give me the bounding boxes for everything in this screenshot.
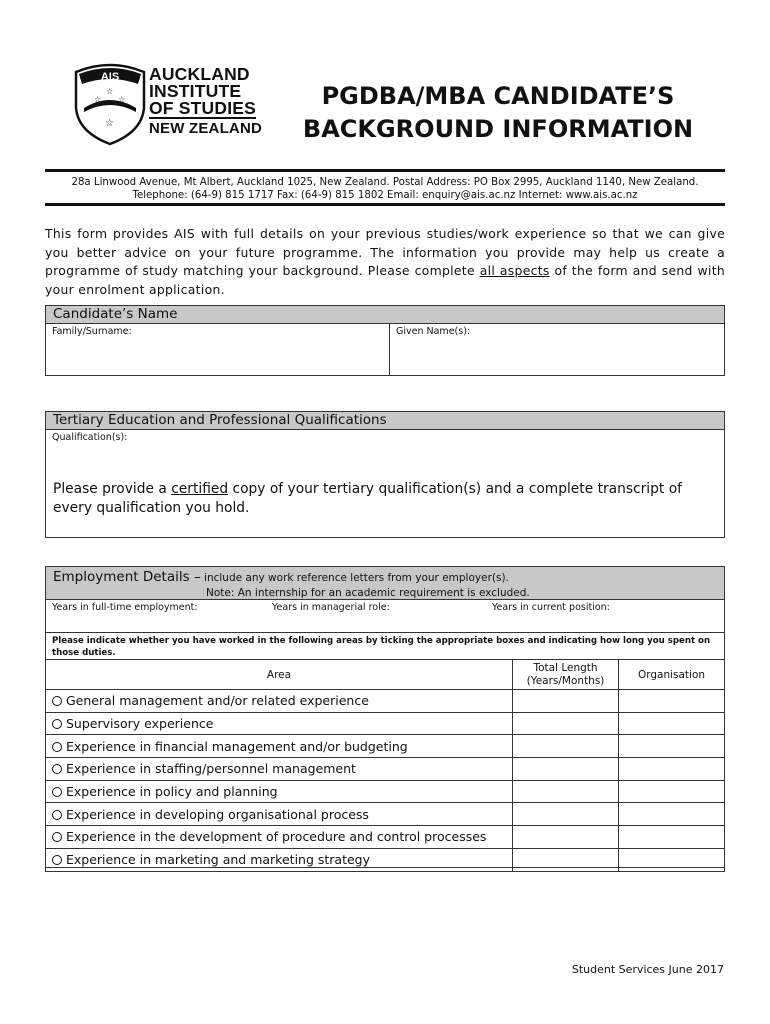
intro-text-1: This form provides AIS with full details on your previous studies/work experience so that we can give you better advice on your future programme. The information you provide may help us create a programme of study matching your background. Please complete xyxy=(45,226,725,278)
intro-paragraph xyxy=(45,225,725,299)
address-line-1: 28a Linwood Avenue, Mt Albert, Auckland 1025, New Zealand. Postal Address: PO Box 2995, Auckland 1140, New Zealand. xyxy=(71,177,699,188)
length-cell[interactable] xyxy=(513,690,619,713)
col-length-line-1: Total Length xyxy=(533,661,598,674)
certified-note-underlined: certified xyxy=(171,481,229,497)
certified-note-text-2: copy of your tertiary qualification(s) and a complete transcript of every qualification you hold. xyxy=(53,481,682,516)
length-cell[interactable] xyxy=(513,803,619,826)
employment-details-section xyxy=(45,566,725,868)
radio-icon[interactable] xyxy=(52,787,62,797)
radio-icon[interactable] xyxy=(52,832,62,842)
current-position-years-field[interactable] xyxy=(486,600,724,632)
page-title xyxy=(298,80,698,146)
length-cell[interactable] xyxy=(513,712,619,735)
area-cell[interactable] xyxy=(46,758,513,781)
length-cell[interactable] xyxy=(513,735,619,758)
area-row xyxy=(46,826,725,849)
certified-copy-note xyxy=(46,480,724,518)
intro-text-2: of the form and send with your enrolment application. xyxy=(45,263,726,297)
qualifications-label: Qualification(s): xyxy=(52,432,128,443)
radio-icon[interactable] xyxy=(52,855,62,865)
logo-line-2: INSTITUTE xyxy=(149,81,242,101)
area-row xyxy=(46,803,725,826)
org-cell[interactable] xyxy=(619,690,725,713)
org-cell[interactable] xyxy=(619,848,725,871)
area-label: Supervisory experience xyxy=(66,716,214,732)
internship-note: Note: An internship for an academic requirement is excluded. xyxy=(206,587,530,599)
qualifications-field[interactable] xyxy=(46,430,724,480)
org-cell[interactable] xyxy=(619,780,725,803)
area-cell[interactable] xyxy=(46,712,513,735)
area-label: Experience in policy and planning xyxy=(66,784,278,800)
areas-header-row xyxy=(46,660,725,690)
area-row xyxy=(46,712,725,735)
area-row xyxy=(46,780,725,803)
logo-line-4: NEW ZEALAND xyxy=(149,120,263,137)
ais-logo-shield xyxy=(70,62,150,146)
area-cell[interactable] xyxy=(46,735,513,758)
org-cell[interactable] xyxy=(619,758,725,781)
area-label: General management and/or related experience xyxy=(66,693,369,709)
address-block xyxy=(45,176,725,202)
area-label: Experience in staffing/personnel management xyxy=(66,761,356,777)
header-rule-bottom xyxy=(45,203,725,206)
logo-line-3: OF STUDIES xyxy=(149,98,257,118)
org-cell[interactable] xyxy=(619,803,725,826)
radio-icon[interactable] xyxy=(52,810,62,820)
org-cell[interactable] xyxy=(619,826,725,849)
logo-wordmark xyxy=(149,66,262,137)
svg-text:☆: ☆ xyxy=(106,87,114,96)
radio-icon[interactable] xyxy=(52,719,62,729)
current-position-label: Years in current position: xyxy=(492,602,610,613)
footer-text: Student Services June 2017 xyxy=(571,963,724,976)
managerial-years-field[interactable] xyxy=(266,600,486,632)
area-row xyxy=(46,848,725,871)
managerial-years-label: Years in managerial role: xyxy=(272,602,390,613)
years-row xyxy=(46,600,724,633)
address-line-2: Telephone: (64-9) 815 1717 Fax: (64-9) 815 1802 Email: enquiry@ais.ac.nz Internet: www.ais.ac.nz xyxy=(132,190,638,201)
org-cell[interactable] xyxy=(619,712,725,735)
length-cell[interactable] xyxy=(513,780,619,803)
employment-heading: Employment Details – xyxy=(53,569,201,585)
candidate-name-heading: Candidate’s Name xyxy=(46,306,724,324)
certified-note-text-1: Please provide a xyxy=(53,481,172,497)
fulltime-years-label: Years in full-time employment: xyxy=(52,602,198,613)
tertiary-education-section xyxy=(45,411,725,538)
family-surname-label: Family/Surname: xyxy=(52,326,132,337)
employment-heading-note: include any work reference letters from your employer(s). xyxy=(200,572,509,584)
title-line-1: PGDBA/MBA CANDIDATE’S xyxy=(321,82,675,110)
col-length-header xyxy=(513,660,619,690)
candidate-name-section xyxy=(45,305,725,376)
org-cell[interactable] xyxy=(619,735,725,758)
title-line-2: BACKGROUND INFORMATION xyxy=(302,115,694,143)
col-org-header: Organisation xyxy=(619,660,725,690)
logo-badge-text: AIS xyxy=(100,71,120,83)
given-names-field[interactable] xyxy=(390,324,724,376)
radio-icon[interactable] xyxy=(52,764,62,774)
length-cell[interactable] xyxy=(513,826,619,849)
col-length-line-2: (Years/Months) xyxy=(526,674,605,687)
svg-text:☆: ☆ xyxy=(94,95,102,104)
length-cell[interactable] xyxy=(513,758,619,781)
area-cell[interactable] xyxy=(46,826,513,849)
areas-table xyxy=(45,659,725,872)
radio-icon[interactable] xyxy=(52,742,62,752)
area-row xyxy=(46,690,725,713)
area-cell[interactable] xyxy=(46,803,513,826)
instructions-text: Please indicate whether you have worked in the following areas by ticking the appropriate boxes and indicating how long you spent on those duties. xyxy=(52,636,711,658)
header-rule-top xyxy=(45,169,725,172)
area-label: Experience in developing organisational process xyxy=(66,806,369,822)
logo-line-1: AUCKLAND xyxy=(149,64,250,84)
tertiary-heading: Tertiary Education and Professional Qualifications xyxy=(46,412,724,430)
area-label: Experience in the development of procedure and control processes xyxy=(66,829,487,845)
area-label: Experience in financial management and/or budgeting xyxy=(66,738,408,754)
svg-text:☆: ☆ xyxy=(118,95,126,104)
family-surname-field[interactable] xyxy=(46,324,390,376)
employment-heading-block xyxy=(46,567,724,600)
svg-text:☆: ☆ xyxy=(105,118,114,129)
area-row xyxy=(46,735,725,758)
length-cell[interactable] xyxy=(513,848,619,871)
given-names-label: Given Name(s): xyxy=(396,326,471,337)
area-cell[interactable] xyxy=(46,848,513,871)
area-cell[interactable] xyxy=(46,780,513,803)
intro-underlined: all aspects xyxy=(479,263,550,278)
area-label: Experience in marketing and marketing strategy xyxy=(66,852,371,868)
area-row xyxy=(46,758,725,781)
fulltime-years-field[interactable] xyxy=(46,600,266,632)
col-area-header: Area xyxy=(46,660,513,690)
radio-icon[interactable] xyxy=(52,696,62,706)
area-cell[interactable] xyxy=(46,690,513,713)
